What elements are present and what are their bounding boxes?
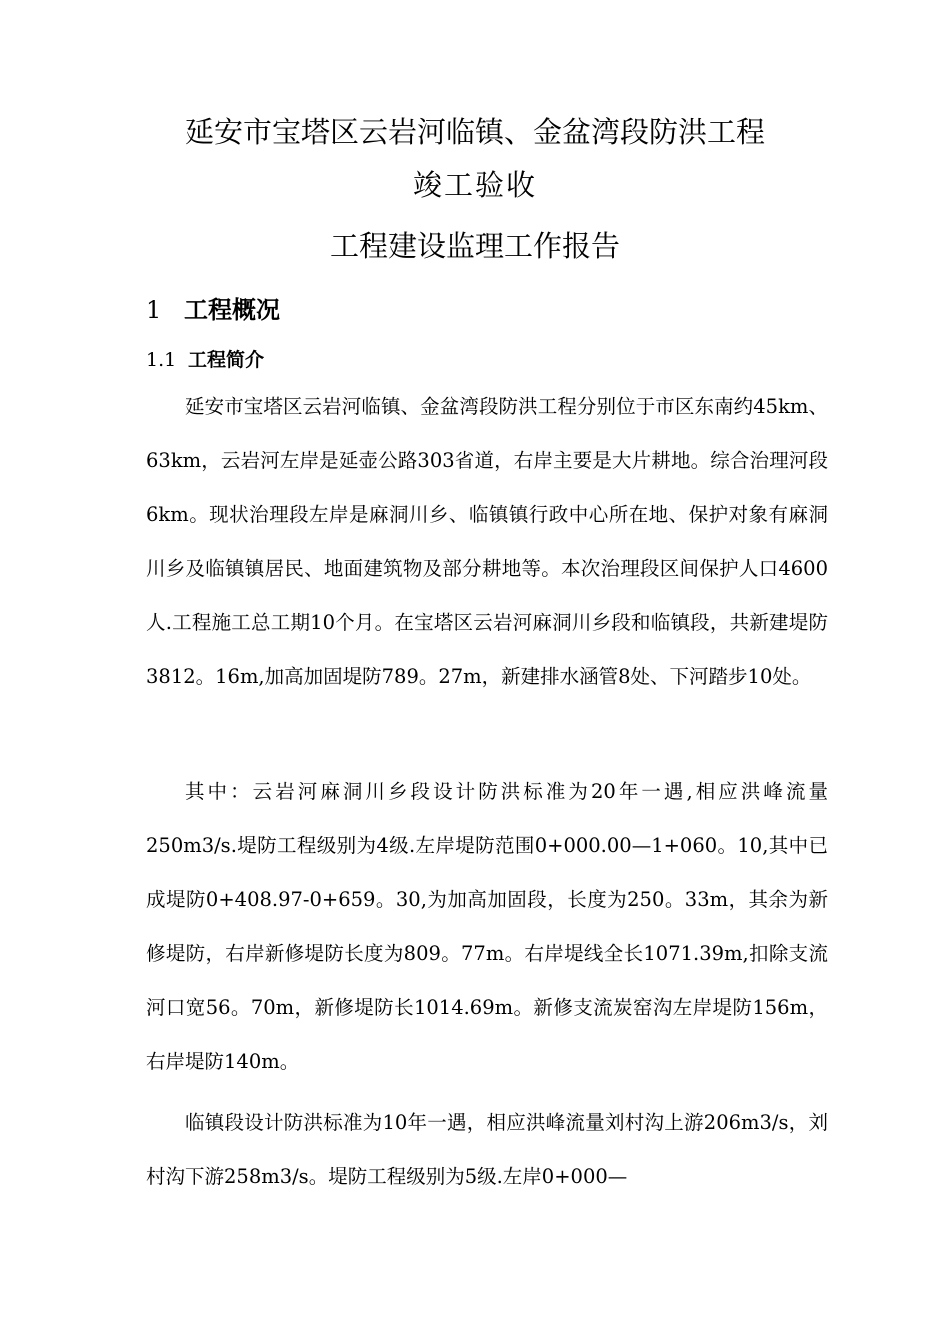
document-title-line3: 工程建设监理工作报告	[329, 229, 620, 263]
paragraph-linzhen-section: 临镇段设计防洪标准为10年一遇，相应洪峰流量刘村沟上游206m3/s，刘村沟下游258m3/s。堤防工程级别为5级.左岸0+000—	[146, 1111, 828, 1188]
section-number: 1	[146, 296, 162, 324]
document-title-line2: 竣工验收	[412, 168, 537, 202]
paragraph-overview: 延安市宝塔区云岩河临镇、金盆湾段防洪工程分别位于市区东南约45km、63km，云岩河左岸是延壶公路303省道，右岸主要是大片耕地。综合治理河段6km。现状治理段左岸是麻洞川乡、临镇镇行政中心所在地、保护对象有麻洞川乡及临镇镇居民、地面建筑物及部分耕地等。本次治理段区间保护人口4600人.工程施工总工期10个月。在宝塔区云岩河麻洞川乡段和临镇段，共新建堤防3812。16m,加高加固堤防789。27m，新建排水涵管8处、下河踏步10处。	[146, 395, 828, 688]
document-title-line1: 延安市宝塔区云岩河临镇、金盆湾段防洪工程	[184, 115, 765, 149]
section-heading-1	[146, 292, 280, 328]
paragraph-mādongchuan-section: 其中：云岩河麻洞川乡段设计防洪标准为20年一遇,相应洪峰流量250m3/s.堤防工程级别为4级.左岸堤防范围0+000.00—1+060。10,其中已成堤防0+408.97-0+659。30,为加高加固段，长度为250。33m，其余为新修堤防，右岸新修堤防长度为809。77m。右岸堤线全长1071.39m,扣除支流河口宽56。70m，新修堤防长1014.69m。新修支流炭窑沟左岸堤防156m，右岸堤防140m。	[146, 780, 828, 1073]
subsection-number: 1.1	[146, 349, 177, 371]
subsection-title: 工程简介	[188, 349, 265, 371]
subsection-heading-1-1	[146, 345, 264, 375]
section-title: 工程概况	[184, 296, 280, 324]
